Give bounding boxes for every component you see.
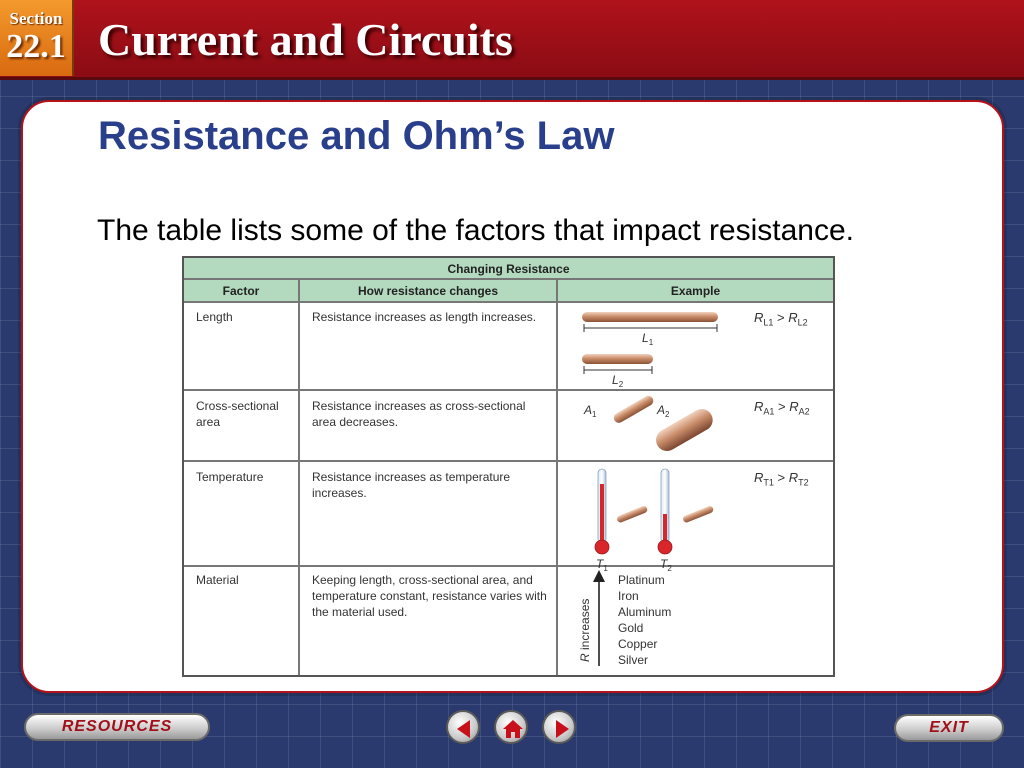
change-temperature: Resistance increases as temperature increases. [312, 470, 511, 500]
factor-temperature: Temperature [196, 470, 264, 484]
up-arrow-icon [593, 570, 605, 666]
relation-area: $R_{A1} > R_{A2}$ [754, 399, 810, 417]
svg-text:T1: $T_1$ [596, 557, 608, 573]
section-badge [0, 0, 74, 76]
slide-text: The table lists some of the factors that impact resistance. [97, 214, 855, 247]
change-length: Resistance increases as length increases. [312, 310, 537, 324]
relation-temperature: $R_{T1} > R_{T2}$ [754, 470, 809, 488]
factor-material: Material [196, 573, 239, 587]
exit-button[interactable]: EXIT [894, 714, 1004, 742]
previous-button[interactable] [446, 710, 480, 744]
wire-cold-icon [682, 505, 714, 523]
slide-title: Resistance and Ohm’s Law [98, 114, 615, 158]
svg-text:A1: $A_1$ [584, 403, 597, 419]
column-header-example: Example [558, 280, 833, 303]
resources-button[interactable]: RESOURCES [24, 713, 210, 741]
next-button[interactable] [542, 710, 576, 744]
factor-length: Length [196, 310, 233, 324]
left-arrow-icon [453, 717, 477, 741]
wire-hot-icon [616, 505, 648, 523]
change-area: Resistance increases as cross-sectional area decreases. [312, 399, 526, 429]
thermometer-hot-icon [595, 469, 609, 554]
factor-area: Cross-sectional area [196, 399, 279, 429]
change-material: Keeping length, cross-sectional area, and temperature constant, resistance varies with the material used. [312, 573, 547, 619]
material-item: Iron [618, 589, 639, 603]
column-header-factor: Factor [184, 280, 298, 303]
table-caption: Changing Resistance [184, 258, 833, 280]
thin-wire-icon [612, 394, 655, 425]
svg-text:T2: $T_2$ [660, 557, 672, 573]
right-arrow-icon [549, 717, 573, 741]
resistance-table [182, 256, 835, 677]
svg-text:L2: $L_2$ [612, 373, 624, 389]
material-item: Aluminum [618, 605, 672, 619]
section-label: Section [9, 9, 63, 28]
example-illustrations [184, 258, 833, 675]
material-item: Gold [618, 621, 644, 635]
section-number: 22.1 [6, 28, 66, 65]
svg-text:L1: $L_1$ [642, 331, 654, 347]
column-header-change: How resistance changes [300, 280, 556, 303]
home-button[interactable] [494, 710, 528, 744]
header-bar [0, 0, 1024, 80]
short-wire-icon [582, 354, 653, 374]
home-icon [501, 717, 525, 741]
r-increases-label: R increases [578, 598, 592, 662]
material-item: Silver [618, 653, 649, 667]
header-title: Current and Circuits [98, 14, 513, 65]
material-item: Platinum [618, 573, 665, 587]
svg-text:A2: $A_2$ [657, 403, 670, 419]
long-wire-icon [582, 312, 718, 332]
thermometer-cold-icon [658, 469, 672, 554]
material-item: Copper [618, 637, 658, 651]
relation-length: $R_{L1} > R_{L2}$ [754, 310, 808, 328]
